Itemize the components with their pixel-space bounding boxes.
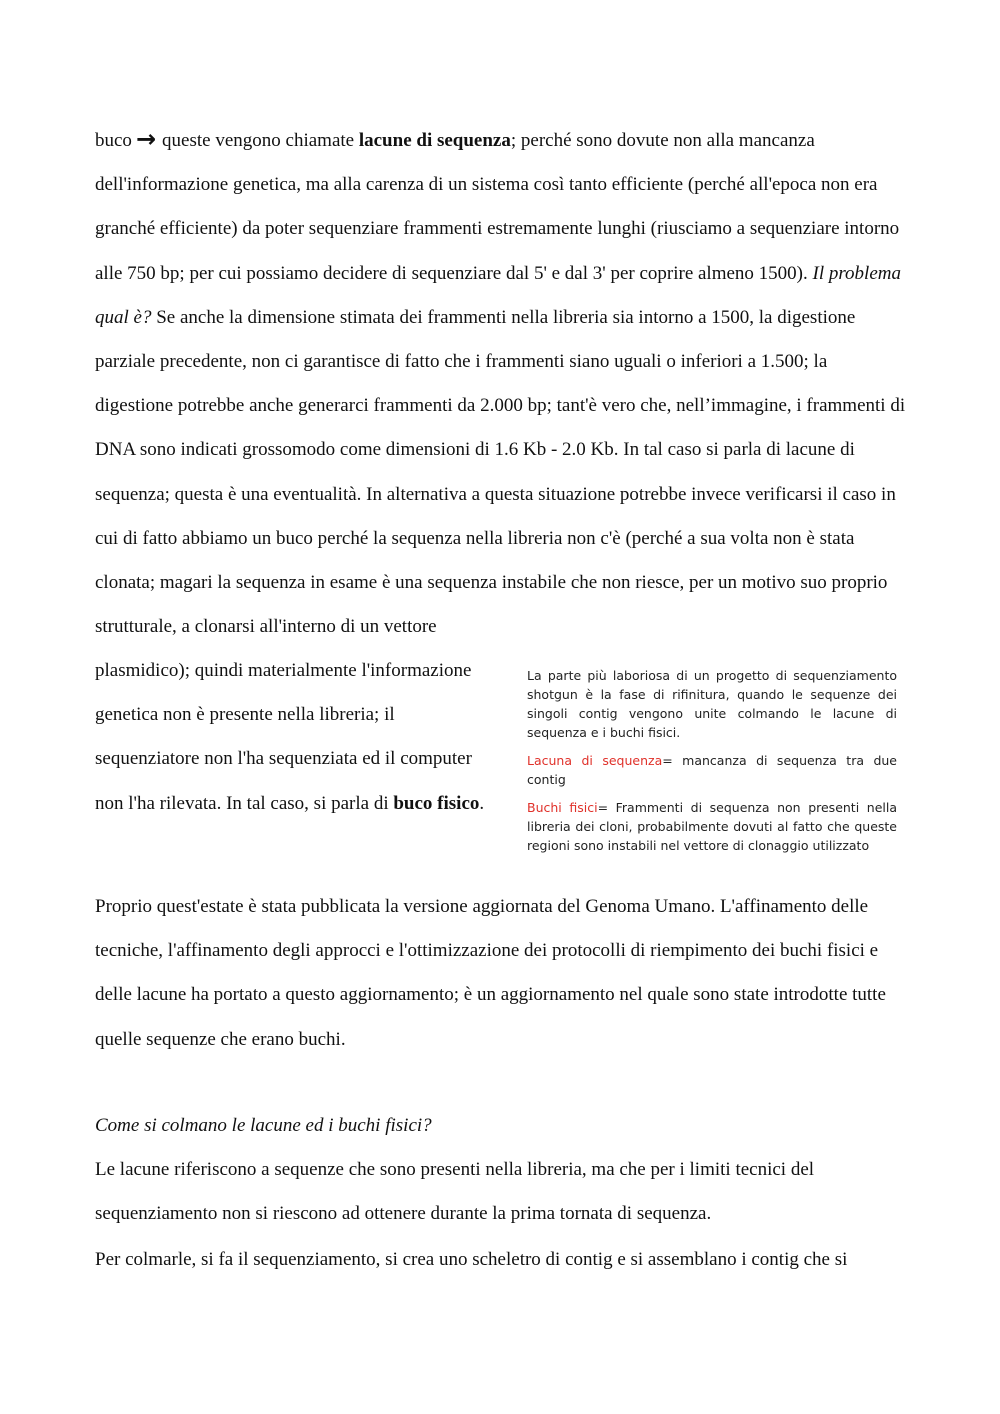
term-lacuna-di-sequenza: Lacuna di sequenza xyxy=(527,753,663,768)
paragraph-text: queste vengono chiamate xyxy=(162,130,359,151)
figure-definition-lacuna xyxy=(527,751,897,789)
figure-definition-buchi xyxy=(527,798,897,855)
right-arrow-icon: → xyxy=(135,125,157,153)
lead-word: buco xyxy=(95,130,132,151)
term-buchi-fisici: Buchi fisici xyxy=(527,800,598,815)
paragraph-genoma-umano: Proprio quest'estate è stata pubblicata la versione aggiornata del Genoma Umano. L'affinamento delle tecniche, l'affinamento degli approcci e l'ottimizzazione dei protocolli di riempimento dei buchi fisici e delle lacune ha portato a questo aggiornamento; è un aggiornamento nel quale sono state introdotte tutte quelle sequenze che erano buchi. xyxy=(95,896,886,1050)
bold-term-buco-fisico: buco fisico xyxy=(393,792,480,814)
paragraph-lacune-di-sequenza xyxy=(95,119,907,649)
figure-intro: La parte più laboriosa di un progetto di sequenziamento shotgun è la fase di rifinitura, quando le sequenze dei singoli contig vengono unite colmando le lacune di sequenza e i buchi fisici. xyxy=(527,668,897,740)
definition-text: = Frammenti di sequenza non presenti nella libreria dei cloni, probabilmente dovuti al fatto che queste regioni sono instabili nel vettore di clonaggio utilizzato xyxy=(527,800,897,853)
period: . xyxy=(479,792,485,814)
definition-text: = mancanza di sequenza tra due contig xyxy=(527,753,898,787)
paragraph-text: plasmidico); quindi materialmente l'informazione genetica non è presente nella libreria; il sequenziatore non l'ha sequenziata ed il computer non l'ha rilevata. In tal caso, si parla di xyxy=(95,660,472,814)
paragraph-text: Se anche la dimensione stimata dei frammenti nella libreria sia intorno a 1500, la digestione parziale precedente, non ci garantisce di fatto che i frammenti siano uguali o inferiori a 1.500; la digestione potrebbe anche generarci frammenti da 2.000 bp; tant'è vero che, nell’immagine, i frammenti di DNA sono indicati grossomodo come dimensioni di 1.6 Kb - 2.0 Kb. In tal caso si parla di lacune di sequenza; questa è una eventualità. In alternativa a questa situazione potrebbe invece verificarsi il caso in cui di fatto abbiamo un buco perché la sequenza nella libreria non c'è (perché a sua volta non è stata clonata; magari la sequenza in esame è una sequenza instabile che non riesce, per un motivo suo proprio strutturale, a clonarsi all'interno di un vettore xyxy=(95,306,906,638)
section-heading: Come si colmano le lacune ed i buchi fisici? xyxy=(95,1115,432,1136)
paragraph-text: ; perché sono dovute non alla mancanza dell'informazione genetica, ma alla carenza di un sistema così tanto efficiente (perché all'epoca non era granché efficiente) da poter sequenziare frammenti estremamente lunghi (riusciamo a sequenziare intorno alle 750 bp; per cui possiamo decidere di sequenziare dal 5' e dal 3' per coprire almeno 1500). xyxy=(95,130,900,284)
paragraph-colmarle: Per colmarle, si fa il sequenziamento, si crea uno scheletro di contig e si assemblano i contig che si xyxy=(95,1249,848,1270)
bold-term-lacune: lacune di sequenza xyxy=(358,130,511,151)
definition-figure xyxy=(527,666,897,855)
paragraph-lacune-definizione: Le lacune riferiscono a sequenze che sono presenti nella libreria, ma che per i limiti tecnici del sequenziamento non si riescono ad ottenere durante la prima tornata di sequenza. xyxy=(95,1159,815,1225)
italic-question: Il problema qual è? xyxy=(95,262,901,328)
paragraph-buco-fisico xyxy=(95,649,500,826)
